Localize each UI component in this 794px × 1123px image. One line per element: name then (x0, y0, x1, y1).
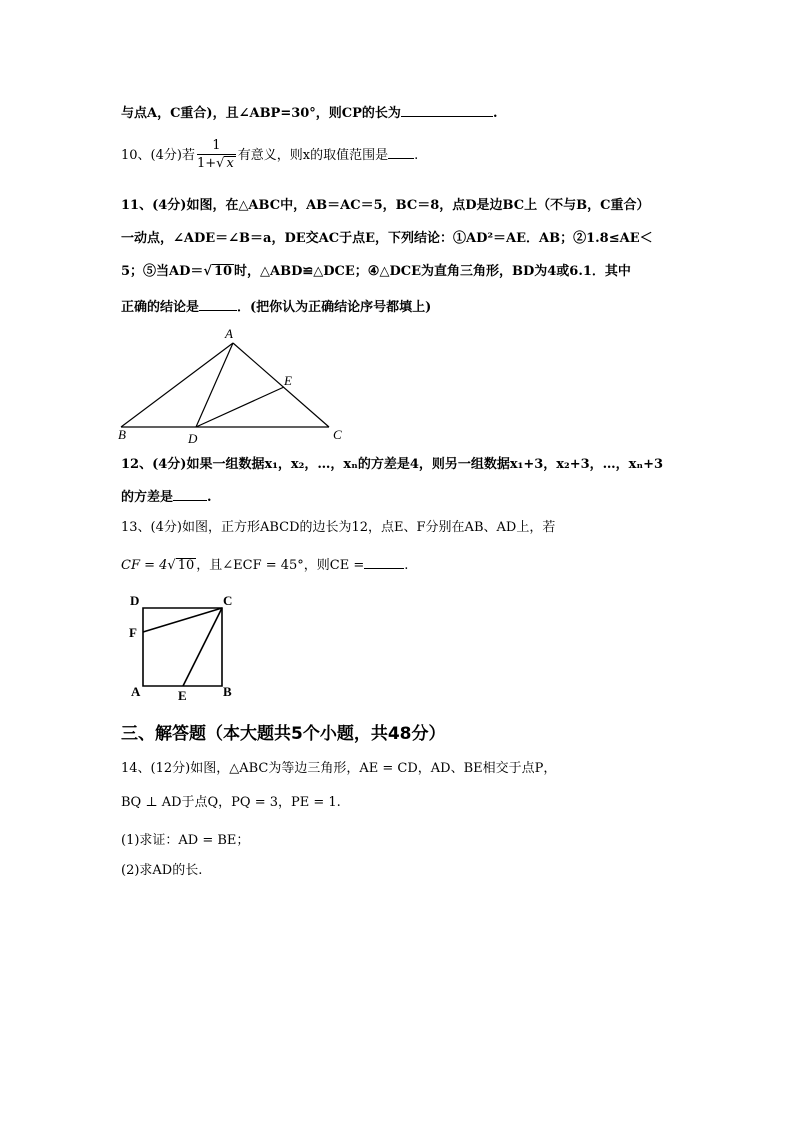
fraction: $\frac{1}{1+√ x}$ (196, 138, 234, 171)
question-10-prefix: 10、(4分)若 (121, 148, 195, 163)
label-e: E (284, 373, 292, 388)
label-a: A (131, 684, 141, 699)
answer-blank (364, 556, 404, 569)
answer-blank (401, 104, 493, 117)
square-figure-q13 (126, 590, 246, 702)
label-d: D (130, 593, 140, 608)
question-13-line-2: CF = 4√ 10 ，且∠ECF = 45°，则CE = . (121, 558, 409, 573)
question-11-line-3: 5；⑤当AD＝√ 10 时，△ABD≌△DCE；④△DCE为直角三角形，BD为4或6.1．其中 (121, 264, 631, 279)
segment-fc (143, 608, 222, 632)
question-11-line-2: 一动点，∠ADE＝∠B＝a，DE交AC于点E，下列结论：①AD²＝AE．AB；②1.8≤AE＜ (121, 231, 653, 246)
segment-de (196, 387, 284, 427)
label-c: C (223, 593, 233, 608)
segment-ec (183, 608, 222, 686)
question-12-line-2: 的方差是 . (121, 490, 212, 505)
answer-blank (199, 298, 237, 311)
answer-blank (388, 146, 414, 159)
label-b: B (223, 684, 232, 699)
label-d: D (188, 431, 198, 446)
question-12-line-1: 12、(4分)如果一组数据x₁，x₂，…，xₙ的方差是4，则另一组数据x₁+3，x₂+3，…，xₙ+3 (121, 457, 664, 472)
label-e: E (178, 688, 187, 702)
question-10-suffix: 有意义，则x的取值范围是 (237, 148, 389, 163)
label-b: B (118, 427, 126, 442)
question-14-line-2: BQ ⊥ AD于点Q，PQ = 3，PE = 1. (121, 795, 341, 810)
question-9-tail: 与点A，C重合)，且∠ABP=30°，则CP的长为 . (121, 106, 498, 121)
segment-ab (121, 343, 233, 427)
question-11-line-1: 11、(4分)如图，在△ABC中，AB＝AC＝5，BC＝8，点D是边BC上（不与B，C重合） (121, 198, 650, 213)
question-13-line-1: 13、(4分)如图，正方形ABCD的边长为12，点E、F分别在AB、AD上，若 (121, 520, 556, 535)
question-14-part-2: (2)求AD的长. (121, 863, 203, 878)
segment-ac (233, 343, 329, 427)
question-10: 10、(4分)若 $\frac{1}{1+√ x}$ 有意义，则x的取值范围是 . (121, 138, 419, 171)
label-a: A (225, 326, 233, 341)
question-14-line-1: 14、(12分)如图，△ABC为等边三角形，AE = CD，AD、BE相交于点P， (121, 761, 557, 776)
question-11-line-4: 正确的结论是 ．(把你认为正确结论序号都填上) (121, 300, 432, 315)
section-heading: 三、解答题（本大题共5个小题，共48分） (121, 724, 446, 744)
label-c: C (333, 427, 342, 442)
question-9-text: 与点A，C重合)，且∠ABP=30°，则CP的长为 (121, 106, 401, 121)
answer-blank (173, 488, 207, 501)
label-f: F (129, 625, 137, 640)
triangle-figure-q11 (110, 322, 350, 446)
question-14-part-1: (1)求证：AD = BE； (121, 833, 250, 848)
segment-ad (196, 343, 233, 427)
